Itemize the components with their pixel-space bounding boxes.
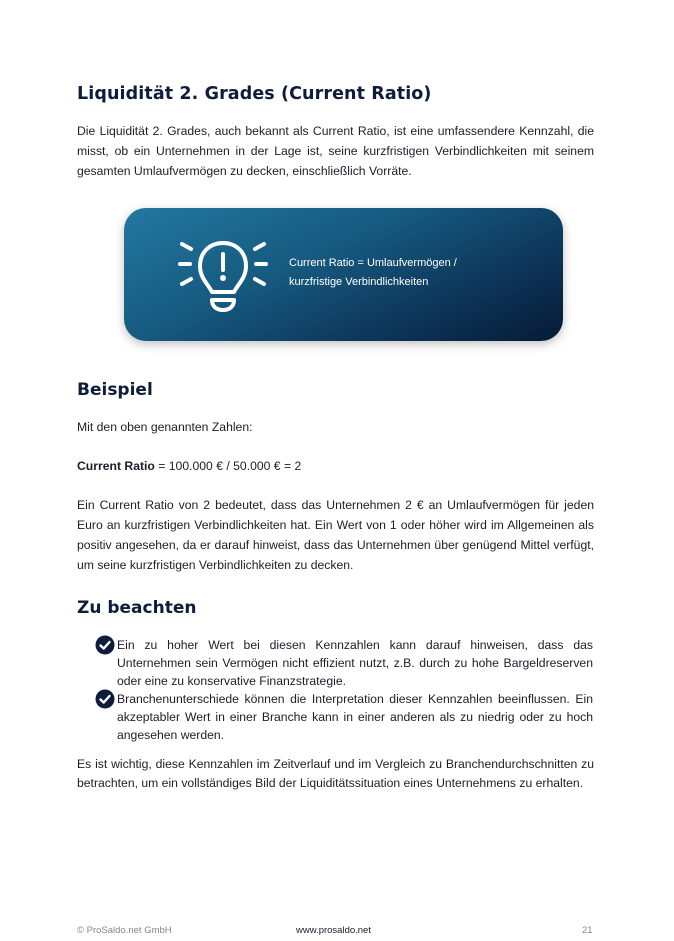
check-circle-icon [95,635,115,655]
formula-line-2: kurzfristige Verbindlichkeiten [289,276,429,288]
lightbulb-exclamation-icon [178,238,268,313]
list-item [95,690,593,744]
footer-website-link[interactable]: www.prosaldo.net [296,925,371,936]
formula-line-1: Current Ratio = Umlaufvermögen / [289,257,457,269]
footer-page-number: 21 [582,925,593,936]
footer-copyright: © ProSaldo.net GmbH [77,925,172,936]
example-heading: Beispiel [77,380,153,400]
list-item-text: Ein zu hoher Wert bei diesen Kennzahlen kann darauf hinweisen, dass das Unternehmen sein Vermögen nicht effizient nutzt, z.B. durch zu hohe Bargeldreserven oder eine zu konservative Finanzstrategie. [117,638,593,688]
example-lead: Mit den oben genannten Zahlen: [77,420,253,434]
list-item-text: Branchenunterschiede können die Interpretation dieser Kennzahlen beeinflussen. Ein akzeptabler Wert in einer Branche kann in einer anderen als zu niedrig oder zu hoch angesehen werden. [117,692,593,742]
closing-paragraph: Es ist wichtig, diese Kennzahlen im Zeitverlauf und im Vergleich zu Branchendurchschnitten zu betrachten, um ein vollständiges Bild der Liquiditätssituation eines Unternehmens zu erhalten. [77,757,594,790]
section-title: Liquidität 2. Grades (Current Ratio) [77,84,432,104]
formula-text [289,254,509,292]
formula-callout [124,208,563,341]
notes-list [95,636,593,744]
calc-label: Current Ratio [77,459,155,473]
example-explanation: Ein Current Ratio von 2 bedeutet, dass das Unternehmen 2 € an Umlaufvermögen für jeden Euro an kurzfristigen Verbindlichkeiten hat. Ein Wert von 1 oder höher wird im Allgemeinen als positiv angesehen, da er darauf hinweist, dass das Unternehmen über genügend Mittel verfügt, um seine kurzfristigen Verbindlichkeiten zu decken. [77,498,594,572]
intro-paragraph: Die Liquidität 2. Grades, auch bekannt als Current Ratio, ist eine umfassendere Kennzahl, die misst, ob ein Unternehmen in der Lage ist, seine kurzfristigen Verbindlichkeiten mit seinem gesamten Umlaufvermögen zu decken, einschließlich Vorräte. [77,124,594,178]
example-calculation [77,456,594,476]
calc-value: = 100.000 € / 50.000 € = 2 [154,459,302,473]
list-item [95,636,593,690]
notes-heading: Zu beachten [77,598,197,618]
check-circle-icon [95,689,115,709]
